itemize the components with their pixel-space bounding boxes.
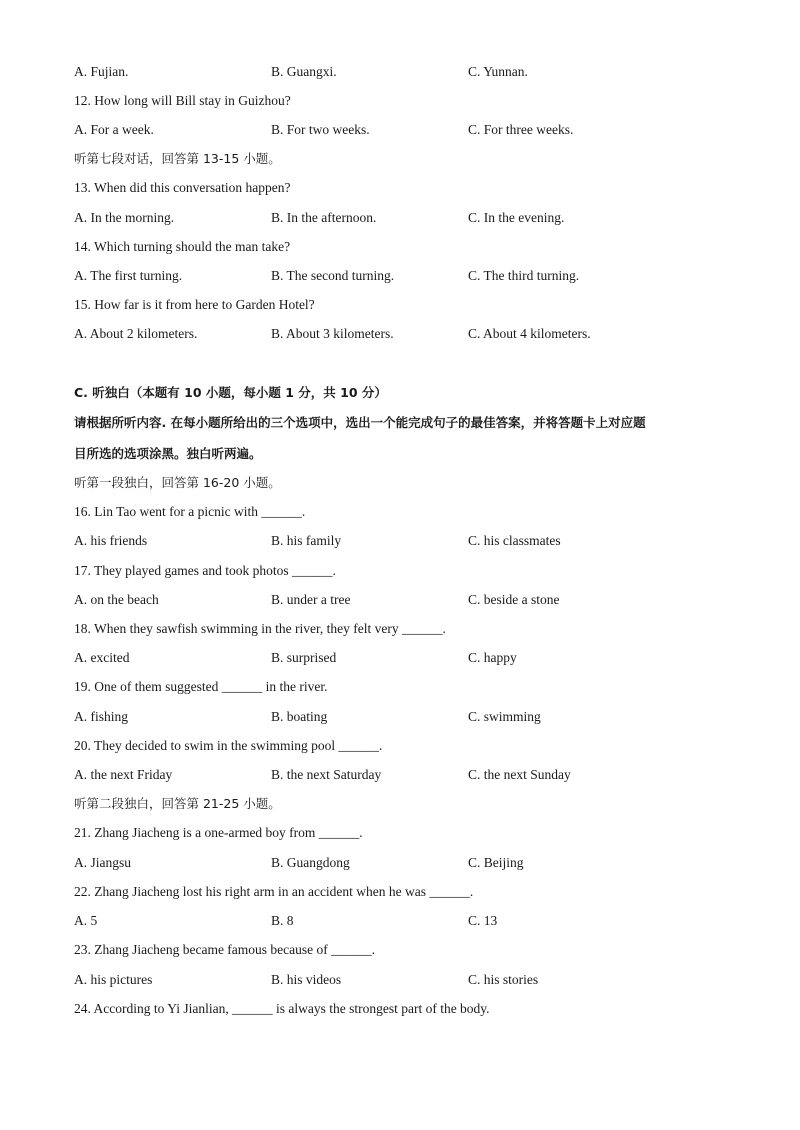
answer-option: C. beside a stone [468, 592, 560, 607]
answer-options-row [74, 765, 764, 785]
answer-option: B. The second turning. [271, 268, 395, 283]
question-text: 17. They played games and took photos ______. [74, 563, 336, 578]
answer-options-row [74, 590, 764, 610]
answer-option: A. excited [74, 650, 130, 665]
answer-option: A. Fujian. [74, 64, 129, 79]
answer-option: A. his friends [74, 533, 148, 548]
section-heading: 请根据所听内容. 在每小题所给出的三个选项中，选出一个能完成句子的最佳答案，并将答题卡上对应题 [74, 415, 646, 430]
answer-option: A. fishing [74, 709, 128, 724]
answer-options-row [74, 120, 764, 140]
answer-option: B. Guangdong [271, 855, 350, 870]
question-text: 18. When they sawfish swimming in the river, they felt very ______. [74, 621, 446, 636]
section-instruction: 听第一段独白，回答第 16-20 小题。 [74, 475, 281, 490]
answer-option: C. his classmates [468, 533, 561, 548]
answer-option: A. on the beach [74, 592, 159, 607]
question-text: 13. When did this conversation happen? [74, 180, 291, 195]
answer-options-row [74, 208, 764, 228]
answer-options-row [74, 853, 764, 873]
question-text: 15. How far is it from here to Garden Hotel? [74, 297, 315, 312]
answer-option: C. In the evening. [468, 210, 565, 225]
answer-options-row [74, 970, 764, 990]
answer-option: B. his family [271, 533, 342, 548]
answer-option: B. his videos [271, 972, 342, 987]
answer-option: C. 13 [468, 913, 498, 928]
answer-option: B. About 3 kilometers. [271, 326, 394, 341]
section-heading: C. 听独白（本题有 10 小题，每小题 1 分，共 10 分） [74, 385, 387, 400]
question-text: 16. Lin Tao went for a picnic with ______. [74, 504, 306, 519]
answer-option: C. About 4 kilometers. [468, 326, 591, 341]
question-text: 12. How long will Bill stay in Guizhou? [74, 93, 291, 108]
answer-option: A. his pictures [74, 972, 153, 987]
answer-option: C. Beijing [468, 855, 524, 870]
answer-option: B. Guangxi. [271, 64, 337, 79]
question-text: 24. According to Yi Jianlian, ______ is always the strongest part of the body. [74, 1001, 490, 1016]
answer-option: A. The first turning. [74, 268, 183, 283]
answer-option: B. the next Saturday [271, 767, 382, 782]
answer-option: C. happy [468, 650, 517, 665]
answer-option: C. Yunnan. [468, 64, 528, 79]
answer-option: B. boating [271, 709, 328, 724]
answer-option: C. The third turning. [468, 268, 580, 283]
answer-option: C. For three weeks. [468, 122, 574, 137]
answer-options-row [74, 266, 764, 286]
answer-option: A. the next Friday [74, 767, 173, 782]
answer-option: B. under a tree [271, 592, 351, 607]
section-heading: 目所选的选项涂黑。独白听两遍。 [74, 446, 262, 461]
question-text: 20. They decided to swim in the swimming pool ______. [74, 738, 383, 753]
answer-option: C. his stories [468, 972, 539, 987]
section-instruction: 听第七段对话，回答第 13-15 小题。 [74, 151, 281, 166]
answer-option: B. surprised [271, 650, 337, 665]
answer-options-row [74, 62, 764, 82]
answer-option: C. swimming [468, 709, 541, 724]
question-text: 22. Zhang Jiacheng lost his right arm in an accident when he was ______. [74, 884, 474, 899]
answer-options-row [74, 531, 764, 551]
answer-option: B. In the afternoon. [271, 210, 377, 225]
answer-option: B. For two weeks. [271, 122, 370, 137]
answer-options-row [74, 324, 764, 344]
answer-options-row [74, 707, 764, 727]
answer-option: A. Jiangsu [74, 855, 131, 870]
question-text: 23. Zhang Jiacheng became famous because of ______. [74, 942, 376, 957]
question-text: 14. Which turning should the man take? [74, 239, 291, 254]
answer-option: A. About 2 kilometers. [74, 326, 198, 341]
answer-options-row [74, 648, 764, 668]
section-instruction: 听第二段独白，回答第 21-25 小题。 [74, 796, 281, 811]
answer-option: A. 5 [74, 913, 98, 928]
answer-option: A. For a week. [74, 122, 154, 137]
answer-option: A. In the morning. [74, 210, 175, 225]
answer-option: B. 8 [271, 913, 294, 928]
question-text: 19. One of them suggested ______ in the river. [74, 679, 328, 694]
answer-option: C. the next Sunday [468, 767, 571, 782]
answer-options-row [74, 911, 764, 931]
question-text: 21. Zhang Jiacheng is a one-armed boy from ______. [74, 825, 363, 840]
